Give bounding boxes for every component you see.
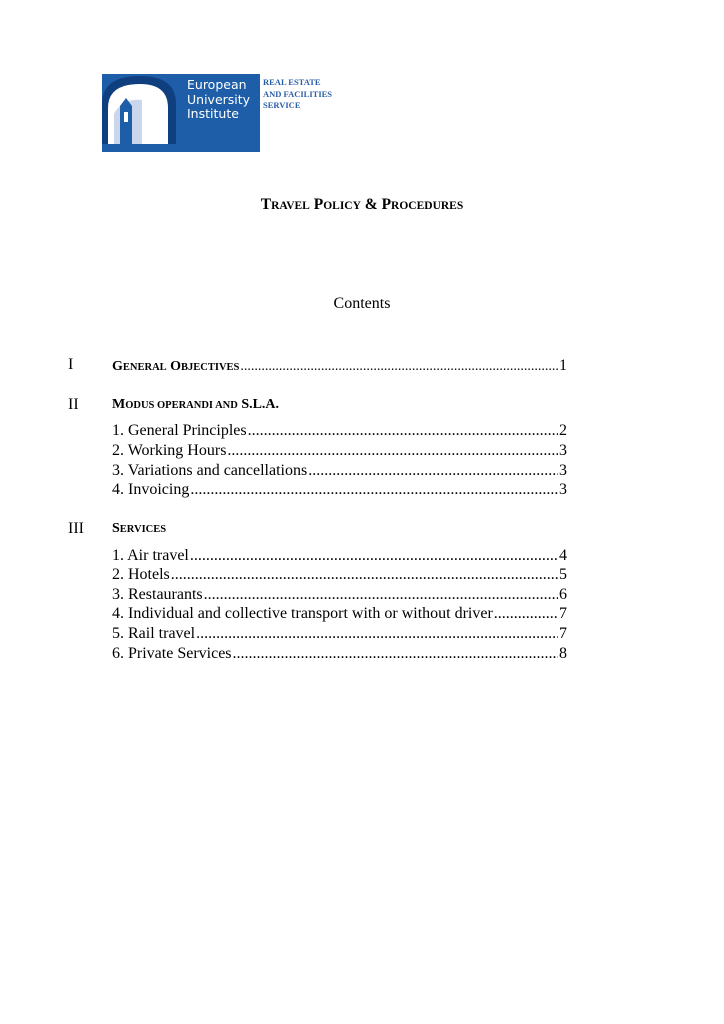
logo-name-line-3: Institute	[187, 106, 239, 121]
toc-label: 4. Invoicing	[112, 481, 190, 498]
building-arch-icon	[102, 74, 180, 152]
toc-entry-transport[interactable]	[112, 605, 567, 623]
document-title: TRAVEL POLICY & PROCEDURES	[260, 196, 464, 213]
section-heading-3: SERVICES	[112, 521, 167, 536]
toc-entry-variations-cancellations[interactable]	[112, 462, 567, 480]
toc-label: 2. Hotels	[112, 566, 170, 583]
toc-entry-restaurants[interactable]	[112, 586, 567, 604]
leader-dots	[190, 547, 558, 565]
toc-entry-rail-travel[interactable]	[112, 625, 567, 643]
toc-entry-air-travel[interactable]	[112, 547, 567, 565]
toc-label: 5. Rail travel	[112, 625, 196, 642]
leader-dots	[171, 566, 558, 584]
section-heading-2: MODUS OPERANDI AND S.L.A.	[112, 397, 280, 412]
leader-dots	[233, 645, 558, 663]
page-number: 8	[559, 645, 567, 662]
page-number: 7	[559, 625, 567, 642]
eui-logo	[102, 74, 338, 154]
logo-institute-name	[187, 78, 250, 122]
toc-entry-working-hours[interactable]	[112, 442, 567, 460]
toc-entry-general-principles[interactable]	[112, 422, 567, 440]
toc-label: 6. Private Services	[112, 645, 232, 662]
toc-entry-invoicing[interactable]	[112, 481, 567, 499]
leader-dots	[494, 605, 558, 623]
logo-name-line-1: European	[187, 77, 247, 92]
toc-label: 1. General Principles	[112, 422, 247, 439]
section-numeral-1: I	[68, 356, 74, 373]
page-number: 3	[559, 481, 567, 498]
toc-entry-general-objectives[interactable]	[112, 357, 567, 375]
leader-dots	[308, 462, 558, 480]
toc-label: 2. Working Hours	[112, 442, 227, 459]
page-number: 3	[559, 442, 567, 459]
page-number: 2	[559, 422, 567, 439]
toc-label: 1. Air travel	[112, 547, 189, 564]
leader-dots	[204, 586, 558, 604]
page-number: 6	[559, 586, 567, 603]
contents-heading: Contents	[333, 295, 391, 312]
toc-label: 3. Variations and cancellations	[112, 462, 308, 479]
toc-entry-hotels[interactable]	[112, 566, 567, 584]
page-number: 1	[559, 357, 567, 374]
section-numeral-3: III	[68, 520, 84, 537]
service-line-1: REAL ESTATE	[263, 77, 321, 87]
page-number: 3	[559, 462, 567, 479]
toc-label: 3. Restaurants	[112, 586, 203, 603]
service-line-2: AND FACILITIES	[263, 88, 333, 99]
logo-name-line-2: University	[187, 91, 251, 107]
toc-entry-private-services[interactable]	[112, 645, 567, 663]
toc-label: 4. Individual and collective transport with or without driver	[112, 605, 493, 622]
logo-blue-box	[102, 74, 260, 152]
leader-dots	[248, 422, 558, 440]
section-numeral-2: II	[68, 396, 79, 413]
page-number: 4	[559, 547, 567, 564]
logo-service-name	[263, 77, 332, 112]
page-number: 7	[559, 605, 567, 622]
leader-dots	[227, 442, 558, 460]
page-number: 5	[559, 566, 567, 583]
service-line-3: SERVICE	[263, 100, 301, 110]
leader-dots	[240, 359, 558, 375]
leader-dots	[196, 625, 558, 643]
leader-dots	[190, 481, 558, 499]
section-heading-1: GENERAL OBJECTIVES	[112, 359, 240, 374]
